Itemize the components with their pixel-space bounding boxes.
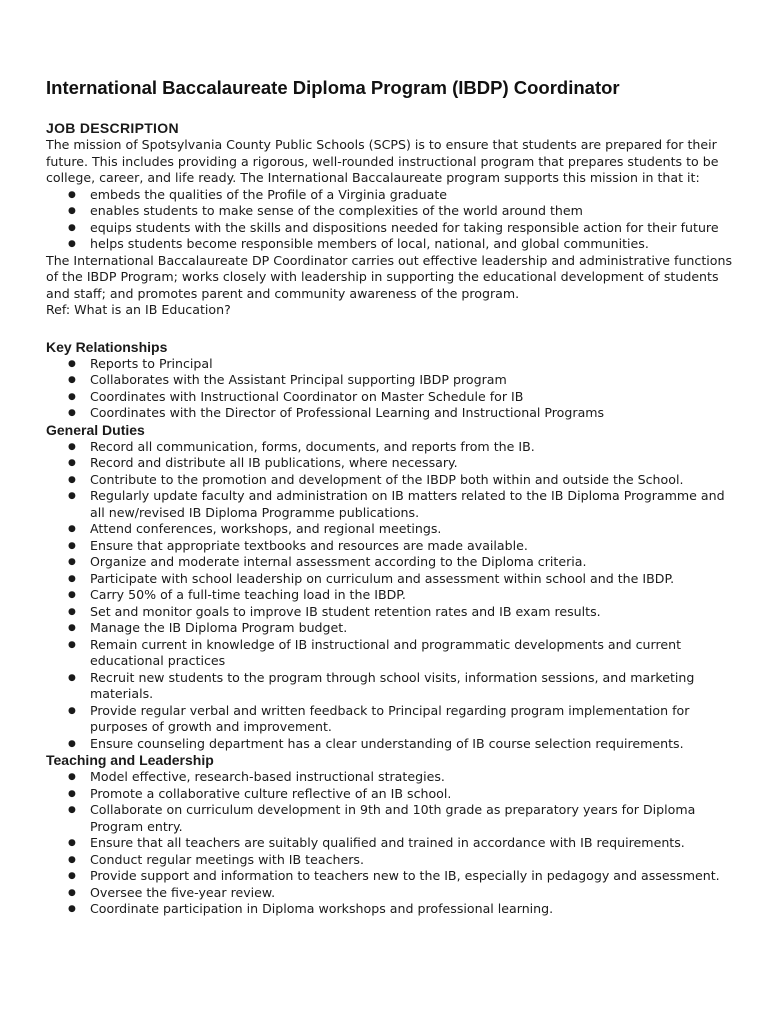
- list-item: ● Reports to Principal: [46, 356, 736, 373]
- list-item: ● embeds the qualities of the Profile of a Virginia graduate: [46, 187, 736, 204]
- list-item: ● Record all communication, forms, documents, and reports from the IB.: [46, 439, 736, 456]
- list-item: ● Participate with school leadership on curriculum and assessment within school and the IBDP.: [46, 571, 736, 588]
- list-item: ● Remain current in knowledge of IB instructional and programmatic developments and current educational practices: [46, 637, 736, 670]
- key-relationships-heading: Key Relationships: [46, 338, 168, 355]
- list-item: ● Collaborate on curriculum development in 9th and 10th grade as preparatory years for Diploma Program entry.: [46, 802, 736, 835]
- list-item: ● Organize and moderate internal assessment according to the Diploma criteria.: [46, 554, 736, 571]
- list-item: ● Coordinate participation in Diploma workshops and professional learning.: [46, 901, 736, 918]
- list-item: ● Contribute to the promotion and development of the IBDP both within and outside the School.: [46, 472, 736, 489]
- job-description-heading: JOB DESCRIPTION: [46, 120, 179, 136]
- list-item: ● Conduct regular meetings with IB teachers.: [46, 852, 736, 869]
- teaching-leadership-list: [46, 769, 736, 918]
- list-item: ● Provide regular verbal and written feedback to Principal regarding program implementation for purposes of growth and improvement.: [46, 703, 736, 736]
- list-item: ● Oversee the five-year review.: [46, 885, 736, 902]
- list-item: ● Coordinates with the Director of Professional Learning and Instructional Programs: [46, 405, 736, 422]
- list-item: ● Provide support and information to teachers new to the IB, especially in pedagogy and assessment.: [46, 868, 736, 885]
- job-description-intro: The mission of Spotsylvania County Public Schools (SCPS) is to ensure that students are prepared for their future. This includes providing a rigorous, well-rounded instructional program that prepares students to be college, career, and life ready. The International Baccalaureate program supports this mission in that it:: [46, 137, 719, 185]
- list-item: ● Model effective, research-based instructional strategies.: [46, 769, 736, 786]
- key-relationships-list: [46, 356, 736, 422]
- general-duties-heading: General Duties: [46, 421, 145, 438]
- job-description-list: [46, 187, 736, 253]
- list-item: ● Attend conferences, workshops, and regional meetings.: [46, 521, 736, 538]
- teaching-leadership-heading: Teaching and Leadership: [46, 752, 214, 768]
- list-item: ● equips students with the skills and dispositions needed for taking responsible action for their future: [46, 220, 736, 237]
- list-item: ● Ensure that all teachers are suitably qualified and trained in accordance with IB requirements.: [46, 835, 736, 852]
- list-item: ● Collaborates with the Assistant Principal supporting IBDP program: [46, 372, 736, 389]
- list-item: ● Ensure counseling department has a clear understanding of IB course selection requirements.: [46, 736, 736, 753]
- list-item: ● helps students become responsible members of local, national, and global communities.: [46, 236, 736, 253]
- list-item: ● Record and distribute all IB publications, where necessary.: [46, 455, 736, 472]
- document-page: [46, 76, 736, 918]
- reference-line: Ref: What is an IB Education?: [46, 302, 231, 317]
- list-item: ● Ensure that appropriate textbooks and resources are made available.: [46, 538, 736, 555]
- list-item: ● Coordinates with Instructional Coordinator on Master Schedule for IB: [46, 389, 736, 406]
- list-item: ● Promote a collaborative culture reflective of an IB school.: [46, 786, 736, 803]
- list-item: ● Set and monitor goals to improve IB student retention rates and IB exam results.: [46, 604, 736, 621]
- general-duties-list: [46, 439, 736, 753]
- list-item: ● Manage the IB Diploma Program budget.: [46, 620, 736, 637]
- list-item: ● Regularly update faculty and administration on IB matters related to the IB Diploma Programme and all new/revised IB Diploma Programme publications.: [46, 488, 736, 521]
- job-description-closing: The International Baccalaureate DP Coordinator carries out effective leadership and administrative functions of the IBDP Program; works closely with leadership in supporting the educational development of students and staff; and promotes parent and community awareness of the program.: [46, 252, 733, 301]
- list-item: ● Carry 50% of a full-time teaching load in the IBDP.: [46, 587, 736, 604]
- list-item: ● Recruit new students to the program through school visits, information sessions, and marketing materials.: [46, 670, 736, 703]
- list-item: ● enables students to make sense of the complexities of the world around them: [46, 203, 736, 220]
- page-title: International Baccalaureate Diploma Program (IBDP) Coordinator: [46, 77, 620, 98]
